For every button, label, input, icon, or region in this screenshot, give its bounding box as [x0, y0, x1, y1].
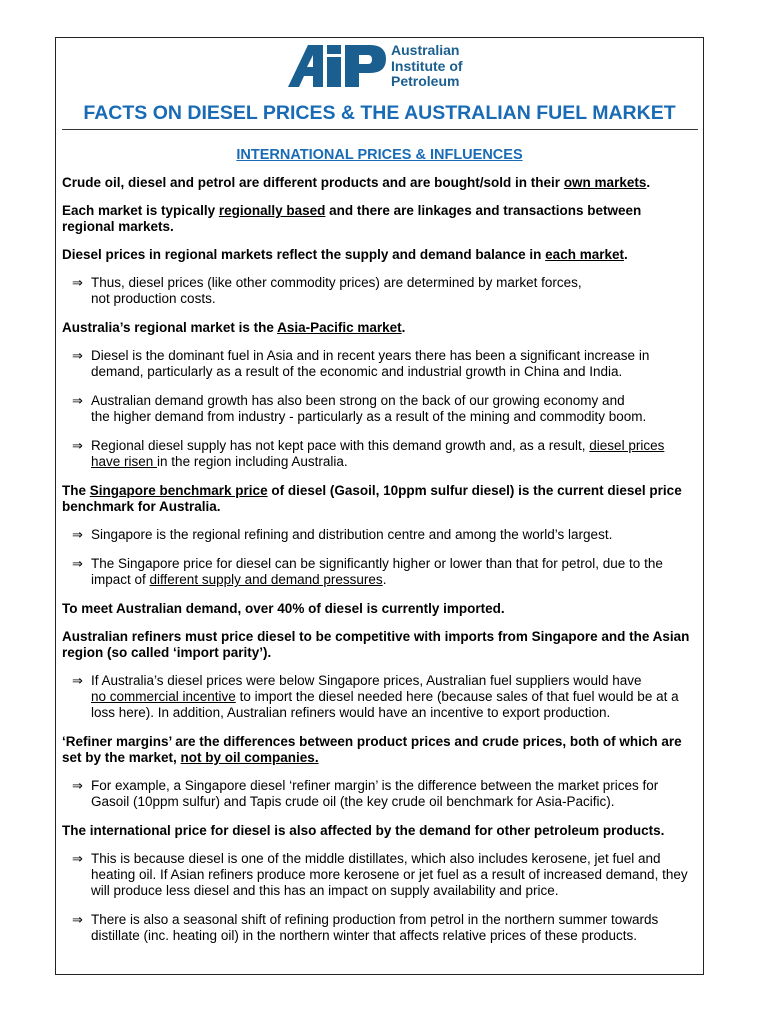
org-name-line-2: Institute of — [391, 57, 463, 74]
bullet-regional-supply: ⇒ Regional diesel supply has not kept pace with this demand growth and, as a result, diesel prices have risen in the region including Australia. — [72, 438, 665, 469]
arrow-icon: ⇒ — [72, 556, 83, 571]
bullet-refiner-margin-example: ⇒ For example, a Singapore diesel ‘refiner margin’ is the difference between the market prices for Gasoil (10ppm sulfur) and Tapis crude oil (the key crude oil benchmark for Asia-Pacific). — [72, 778, 659, 809]
aip-logo-mark — [288, 43, 388, 89]
arrow-icon: ⇒ — [72, 348, 83, 363]
aip-logo — [288, 43, 488, 91]
bullet-seasonal-shift: ⇒ There is also a seasonal shift of refining production from petrol in the northern summer towards distillate (inc. heating oil) in the northern winter that affects relative prices of these products. — [72, 912, 659, 943]
bullet-asia-demand: ⇒ Diesel is the dominant fuel in Asia and in recent years there has been a significant increase in demand, particularly as a result of the economic and industrial growth in China and India. — [72, 348, 650, 379]
section-heading: INTERNATIONAL PRICES & INFLUENCES — [236, 147, 523, 163]
statement-other-products: The international price for diesel is also affected by the demand for other petroleum products. — [62, 823, 665, 838]
bullet-market-forces: ⇒ Thus, diesel prices (like other commodity prices) are determined by market forces, not production costs. — [72, 275, 582, 306]
arrow-icon: ⇒ — [72, 527, 83, 542]
arrow-icon: ⇒ — [72, 393, 83, 408]
arrow-icon: ⇒ — [72, 851, 83, 866]
statement-supply-demand: Diesel prices in regional markets reflect the supply and demand balance in each market. — [62, 247, 628, 262]
org-name-line-1: Australian — [391, 42, 460, 58]
arrow-icon: ⇒ — [72, 673, 83, 688]
arrow-icon: ⇒ — [72, 275, 83, 290]
bullet-singapore-centre: ⇒ Singapore is the regional refining and distribution centre and among the world’s largest. — [72, 527, 613, 542]
title-divider — [62, 129, 698, 130]
statement-asia-pacific: Australia’s regional market is the Asia-Pacific market. — [62, 320, 406, 335]
org-name-line-3: Petroleum — [391, 73, 460, 89]
arrow-icon: ⇒ — [72, 912, 83, 927]
statement-regional-markets: Each market is typically regionally based and there are linkages and transactions between regional markets. — [62, 203, 642, 234]
statement-import-parity: Australian refiners must price diesel to be competitive with imports from Singapore and the Asian region (so called ‘import parity’). — [62, 629, 690, 660]
document-body — [62, 175, 696, 957]
bullet-middle-distillates: ⇒ This is because diesel is one of the middle distillates, which also includes kerosene, jet fuel and heating oil. If Asian refiners produce more kerosene or jet fuel as a result of increased demand, they will produce less diesel and this has an impact on supply availability and price. — [72, 851, 688, 898]
bullet-commercial-incentive: ⇒ If Australia’s diesel prices were below Singapore prices, Australian fuel suppliers would have no commercial incentive to import the diesel needed here (because sales of that fuel would be at a loss here). In addition, Australian refiners would have an incentive to export production. — [72, 673, 679, 720]
statement-own-markets: Crude oil, diesel and petrol are different products and are bought/sold in their own markets. — [62, 175, 651, 190]
statement-singapore-benchmark: The Singapore benchmark price of diesel (Gasoil, 10ppm sulfur diesel) is the current diesel price benchmark for Australia. — [62, 483, 682, 514]
bullet-singapore-price: ⇒ The Singapore price for diesel can be significantly higher or lower than that for petrol, due to the impact of different supply and demand pressures. — [72, 556, 663, 587]
bullet-australian-demand: ⇒ Australian demand growth has also been strong on the back of our growing economy and the higher demand from industry - particularly as a result of the mining and commodity boom. — [72, 393, 647, 424]
statement-imports: To meet Australian demand, over 40% of diesel is currently imported. — [62, 601, 505, 616]
arrow-icon: ⇒ — [72, 438, 83, 453]
statement-refiner-margins: ‘Refiner margins’ are the differences between product prices and crude prices, both of which are set by the market, not by oil companies. — [62, 734, 682, 765]
organization-name — [391, 43, 463, 90]
document-title: FACTS ON DIESEL PRICES & THE AUSTRALIAN FUEL MARKET — [83, 102, 676, 124]
arrow-icon: ⇒ — [72, 778, 83, 793]
